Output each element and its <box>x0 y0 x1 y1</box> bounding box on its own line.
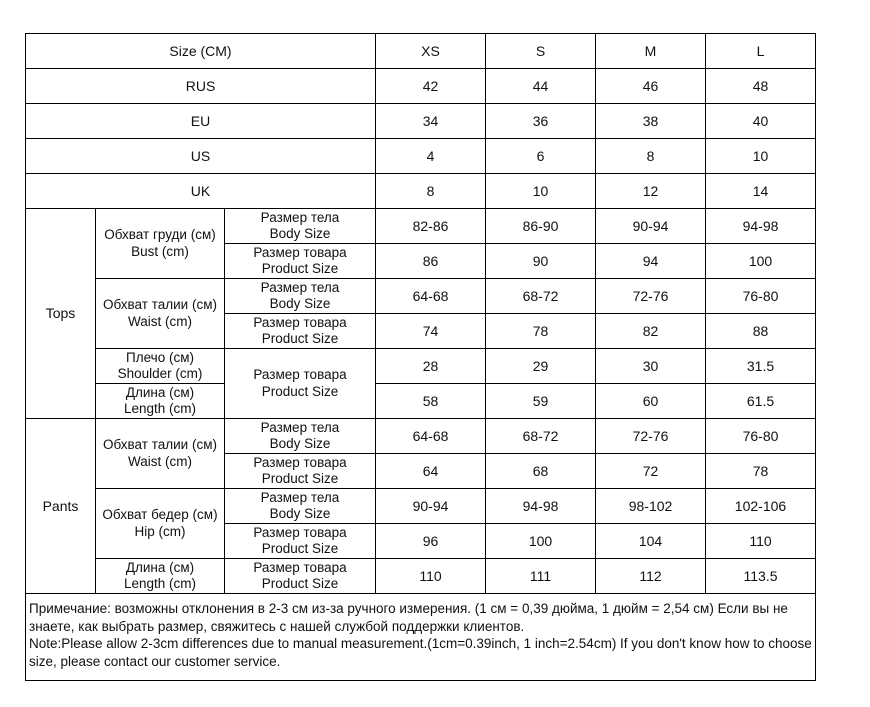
region-row-us <box>26 139 816 174</box>
product-size-label: Размер товара Product Size <box>225 454 376 489</box>
size-value: 44 <box>486 69 596 104</box>
pants-length-row <box>26 559 816 594</box>
measure-value: 64-68 <box>376 279 486 314</box>
measure-value: 88 <box>706 314 816 349</box>
measure-value: 59 <box>486 384 596 419</box>
size-chart-table <box>25 33 816 681</box>
measure-value: 82 <box>596 314 706 349</box>
measure-value: 72-76 <box>596 419 706 454</box>
tops-bust-body-row <box>26 209 816 244</box>
product-size-label: Размер товара Product Size <box>225 349 376 419</box>
region-row-eu <box>26 104 816 139</box>
tops-length-label: Длина (см) Length (cm) <box>96 384 225 419</box>
size-value: 34 <box>376 104 486 139</box>
measure-value: 76-80 <box>706 419 816 454</box>
measure-value: 72-76 <box>596 279 706 314</box>
measure-value: 86 <box>376 244 486 279</box>
size-value: 6 <box>486 139 596 174</box>
tops-category-label: Tops <box>26 209 96 419</box>
measure-value: 104 <box>596 524 706 559</box>
size-value: 46 <box>596 69 706 104</box>
size-value: 40 <box>706 104 816 139</box>
measure-value: 98-102 <box>596 489 706 524</box>
tops-waist-label: Обхват талии (см) Waist (cm) <box>96 279 225 349</box>
region-row-uk <box>26 174 816 209</box>
measurement-note <box>26 594 816 681</box>
size-value: 8 <box>376 174 486 209</box>
measure-value: 94 <box>596 244 706 279</box>
note-english: Note:Please allow 2-3cm differences due to manual measurement.(1cm=0.39inch, 1 inch=2.54cm) If you don't know how to choose size, please contact our customer service. <box>29 636 812 669</box>
measure-value: 110 <box>376 559 486 594</box>
body-size-label: Размер тела Body Size <box>225 419 376 454</box>
measure-value: 61.5 <box>706 384 816 419</box>
region-label: UK <box>26 174 376 209</box>
measure-value: 29 <box>486 349 596 384</box>
size-value: 10 <box>706 139 816 174</box>
size-value: 42 <box>376 69 486 104</box>
measure-value: 100 <box>706 244 816 279</box>
measure-value: 102-106 <box>706 489 816 524</box>
body-size-label: Размер тела Body Size <box>225 489 376 524</box>
size-value: 14 <box>706 174 816 209</box>
measure-value: 110 <box>706 524 816 559</box>
measure-value: 94-98 <box>486 489 596 524</box>
size-value: 12 <box>596 174 706 209</box>
measure-value: 64 <box>376 454 486 489</box>
measure-value: 64-68 <box>376 419 486 454</box>
measure-value: 30 <box>596 349 706 384</box>
measure-value: 90-94 <box>596 209 706 244</box>
size-header-label: Size (CM) <box>26 34 376 69</box>
size-value: 48 <box>706 69 816 104</box>
size-value: 36 <box>486 104 596 139</box>
pants-waist-label: Обхват талии (см) Waist (cm) <box>96 419 225 489</box>
measure-value: 68-72 <box>486 279 596 314</box>
tops-bust-label: Обхват груди (см) Bust (cm) <box>96 209 225 279</box>
size-header-xs: XS <box>376 34 486 69</box>
measure-value: 111 <box>486 559 596 594</box>
measure-value: 86-90 <box>486 209 596 244</box>
measure-value: 82-86 <box>376 209 486 244</box>
product-size-label: Размер товара Product Size <box>225 524 376 559</box>
measure-value: 100 <box>486 524 596 559</box>
tops-shoulder-row <box>26 349 816 384</box>
measure-value: 78 <box>706 454 816 489</box>
measure-value: 72 <box>596 454 706 489</box>
size-header-s: S <box>486 34 596 69</box>
measure-value: 68 <box>486 454 596 489</box>
product-size-label: Размер товара Product Size <box>225 559 376 594</box>
measure-value: 113.5 <box>706 559 816 594</box>
pants-waist-body-row <box>26 419 816 454</box>
measure-value: 58 <box>376 384 486 419</box>
pants-hip-label: Обхват бедер (см) Hip (cm) <box>96 489 225 559</box>
size-value: 8 <box>596 139 706 174</box>
measure-value: 90-94 <box>376 489 486 524</box>
region-label: RUS <box>26 69 376 104</box>
region-label: US <box>26 139 376 174</box>
size-value: 10 <box>486 174 596 209</box>
tops-length-row <box>26 384 816 419</box>
pants-hip-body-row <box>26 489 816 524</box>
measure-value: 76-80 <box>706 279 816 314</box>
note-russian: Примечание: возможны отклонения в 2-3 см из-за ручного измерения. (1 см = 0,39 дюйма, 1 дюйм = 2,54 см) Если вы не знаете, как выбрать размер, свяжитесь с нашей службой поддержки клиентов. <box>29 601 788 634</box>
measure-value: 74 <box>376 314 486 349</box>
region-label: EU <box>26 104 376 139</box>
measure-value: 31.5 <box>706 349 816 384</box>
header-row <box>26 34 816 69</box>
note-row <box>26 594 816 681</box>
size-header-l: L <box>706 34 816 69</box>
tops-waist-body-row <box>26 279 816 314</box>
measure-value: 94-98 <box>706 209 816 244</box>
measure-value: 60 <box>596 384 706 419</box>
product-size-label: Размер товара Product Size <box>225 244 376 279</box>
measure-value: 112 <box>596 559 706 594</box>
pants-length-label: Длина (см) Length (cm) <box>96 559 225 594</box>
tops-shoulder-label: Плечо (см) Shoulder (cm) <box>96 349 225 384</box>
measure-value: 96 <box>376 524 486 559</box>
body-size-label: Размер тела Body Size <box>225 209 376 244</box>
size-header-m: M <box>596 34 706 69</box>
measure-value: 90 <box>486 244 596 279</box>
measure-value: 28 <box>376 349 486 384</box>
size-value: 38 <box>596 104 706 139</box>
measure-value: 78 <box>486 314 596 349</box>
region-row-rus <box>26 69 816 104</box>
pants-category-label: Pants <box>26 419 96 594</box>
measure-value: 68-72 <box>486 419 596 454</box>
body-size-label: Размер тела Body Size <box>225 279 376 314</box>
product-size-label: Размер товара Product Size <box>225 314 376 349</box>
size-value: 4 <box>376 139 486 174</box>
